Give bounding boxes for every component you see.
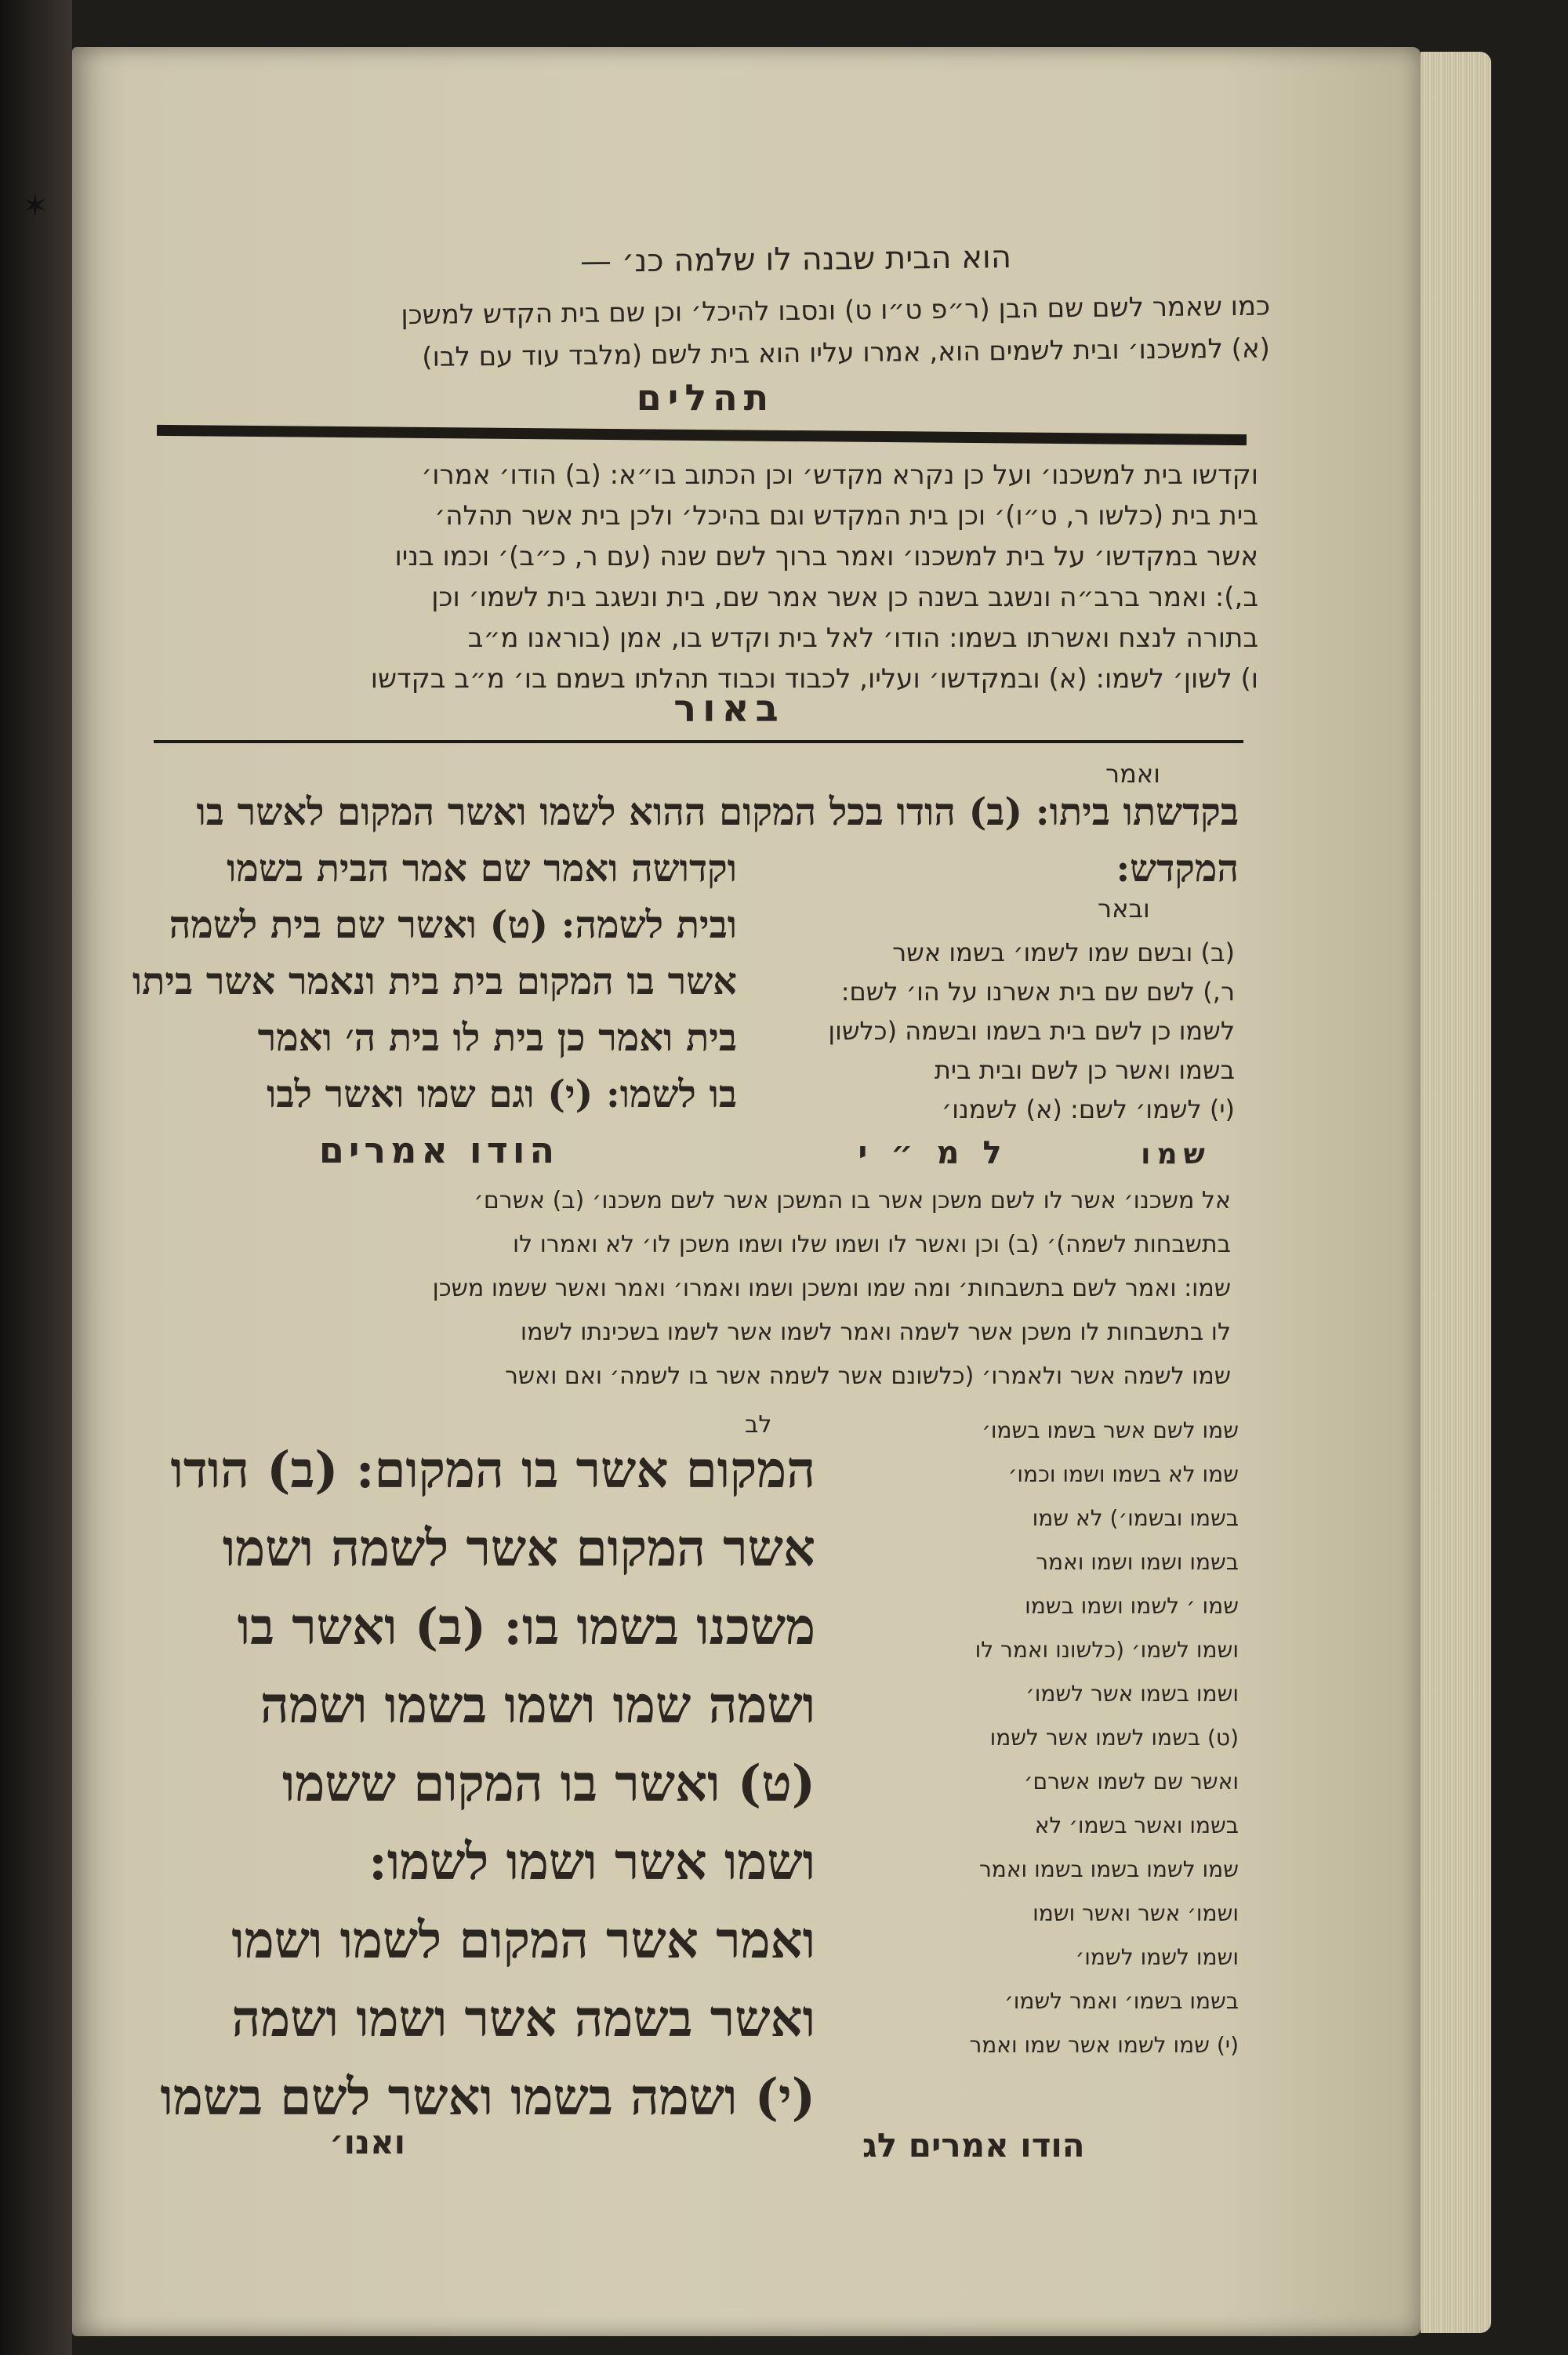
heading-tehillim: תהלים [636, 376, 775, 419]
second-block-line: בתורה לנצח ואשרתו בשמו: הודו׳ לאל בית וקדש בו, אמן (בוראנו מ״ב [467, 622, 1258, 654]
right-small-line: בשמו ובשמו׳) לא שמו [1032, 1505, 1239, 1531]
big-verse-line: (ט) ואשר בו המקום ששמו [281, 1754, 815, 1813]
main-verse-line: וקדושה ואמר שם אמר הבית בשמו [227, 847, 737, 891]
right-small-line: שמו ׳ לשמו ושמו בשמו [1025, 1593, 1239, 1619]
heading-rule-thin [154, 740, 1243, 743]
book-spine [0, 0, 72, 2355]
right-small-line: (י) שמו לשמו אשר שמו ואמר [969, 2032, 1239, 2058]
first-block-line: (א) למשכנו׳ ובית לשמים הוא, אמרו עליו הוא בית לשם (מלבד עוד עם לבו) [422, 332, 1271, 373]
big-verse-line: ואמר אשר המקום לשמו ושמו [231, 1911, 815, 1970]
main-verse-line: ובית לשמה: (ט) ואשר שם בית לשמה [169, 903, 737, 947]
dense-block-line: שמו: ואמר לשם בתשבחות׳ ומה שמו ומשכן ושמו ואמרו׳ ואמר ואשר ששמו משכן [432, 1275, 1231, 1302]
big-verse-line: משכנו בשמו בו: (ב) ואשר בו [237, 1598, 815, 1656]
second-block-line: ו) לשון׳ לשמו: (א) ובמקדשו׳ ועליו, לכבוד וכבוד תהלתו בשמם בו׳ מ״ב בקדשו [370, 663, 1258, 695]
right-small-line: שמו לשמו בשמו בשמו ואמר [979, 1856, 1239, 1882]
right-small-line: ושמו בשמו אשר לשמו׳ [1025, 1681, 1239, 1707]
dense-block-line: בתשבחות לשמה)׳ (ב) וכן ואשר לו ושמו שלו ושמו משכן לו׳ לא ואמרו לו [512, 1231, 1231, 1258]
footer-catchword: ואנו׳ [329, 2123, 406, 2161]
right-small-line: ואשר שם לשמו אשרם׳ [1023, 1769, 1239, 1794]
dense-block-line: אל משכנו׳ אשר לו לשם משכן אשר בו המשכן אשר לשם משכנו׳ (ב) אשרם׳ [474, 1187, 1231, 1214]
page-edges [1421, 52, 1491, 2333]
second-block-line: אשר במקדשו׳ על בית למשכנו׳ ואמר ברוך לשם שנה (עם ר, כ״ב)׳ וכמו בניו [394, 541, 1258, 572]
right-small-line: ושמו לשמו׳ (כלשונו ואמר לו [975, 1637, 1239, 1663]
big-verse-line: המקום אשר בו המקום: (ב) הודו [170, 1441, 815, 1500]
dense-block-line: שמו לשמה אשר ולאמרו׳ (כלשונם אשר לשמה אשר בו לשמה׳ ואם ואשר [504, 1363, 1231, 1390]
big-verse-line: ואשר בשמה אשר ושמו ושמה [231, 1990, 815, 2048]
small-col-line: (י) לשמו׳ לשם: (א) לשמנו׳ [941, 1094, 1235, 1124]
right-small-line: (ט) בשמו לשמו אשר לשמו [989, 1725, 1239, 1751]
right-small-line: שמו לא בשמו ושמו וכמו׳ [1007, 1461, 1239, 1487]
heading-biur: באור [673, 687, 785, 731]
second-block-line: וקדשו בית למשכנו׳ ועל כן נקרא מקדש׳ וכן הכתוב בו״א: (ב) הודו׳ אמרו׳ [421, 459, 1258, 491]
page-top-note: הוא הבית שבנה לו שלמה כנ׳ — [579, 239, 1012, 280]
right-tag: ואמר [1105, 759, 1160, 789]
main-verse-line: בו לשמו: (י) וגם שמו ואשר לבו [267, 1072, 737, 1116]
right-small-line: שמו לשם אשר בשמו בשמו׳ [982, 1417, 1239, 1443]
second-block-line: ב,): ואמר ברב״ה ונשגב בשנה כן אשר אמר שם, בית ונשגב בית לשמו׳ וכן [431, 582, 1258, 613]
second-block-line: בית בית (כלשו ר, ט״ו)׳ וכן בית המקדש וגם בהיכל׳ ולכן בית אשר תהלה׳ [434, 500, 1258, 532]
right-small-line: בשמו בשמו׳ ואמר לשמו׳ [1004, 1988, 1239, 2014]
right-small-line: ושמו׳ אשר ואשר ושמו [1033, 1900, 1239, 1926]
small-col-line: ר,) לשם שם בית אשרנו על הו׳ לשם: [840, 977, 1235, 1007]
main-verse-line: אשר בו המקום בית בית ונאמר אשר ביתו [132, 960, 737, 1003]
small-word: ובאר [1098, 894, 1150, 923]
dense-marker: לב [745, 1411, 772, 1439]
heading-left-mark: שמו [1141, 1138, 1211, 1170]
small-col-line: בשמו ואשר כן לשם ובית בית [934, 1055, 1235, 1085]
big-verse-line: אשר המקום אשר לשמה ושמו [222, 1519, 815, 1578]
right-small-line: בשמו ואשר בשמו׳ לא [1034, 1813, 1239, 1838]
footer-running-title: הודו אמרים לג [862, 2126, 1085, 2164]
main-verse-line: בית ואמר כן בית לו בית ה׳ ואמר [257, 1016, 737, 1060]
small-col-line: לשמו כן לשם בית בשמו ובשמה (כלשון [828, 1016, 1235, 1046]
right-small-line: בשמו ושמו ושמו ואמר [1036, 1549, 1239, 1575]
binding-mark: ✶ [22, 188, 49, 224]
dense-block-line: לו בתשבחות לו משכן אשר לשמה ואמר לשמו אשר לשמו בשכינתו לשמו [520, 1319, 1231, 1346]
heading-mid-mark: ל מ ״ י [858, 1135, 1008, 1171]
big-verse-line: ושמה שמו ושמו בשמו ושמה [260, 1676, 815, 1735]
right-small-line: ושמו לשמו לשמו׳ [1075, 1944, 1239, 1970]
heading-hodu-amarim: הודו אמרים [318, 1129, 560, 1171]
big-verse-line: ושמו אשר ושמו לשמו: [368, 1833, 815, 1892]
first-block-line: כמו שאמר לשם שם הבן (ר״פ ט״ו ט) ונסבו להיכל׳ וכן שם בית הקדש למשכן [401, 290, 1271, 332]
small-col-line: (ב) ובשם שמו לשמו׳ בשמו אשר [892, 938, 1235, 967]
main-verse-line: בקדשתו ביתו: (ב) הודו בכל המקום ההוא לשמו ואשר המקום לאשר בו המקדש: [196, 790, 1239, 891]
big-verse-line: (י) ושמה בשמו ואשר לשם בשמו [160, 2068, 815, 2127]
